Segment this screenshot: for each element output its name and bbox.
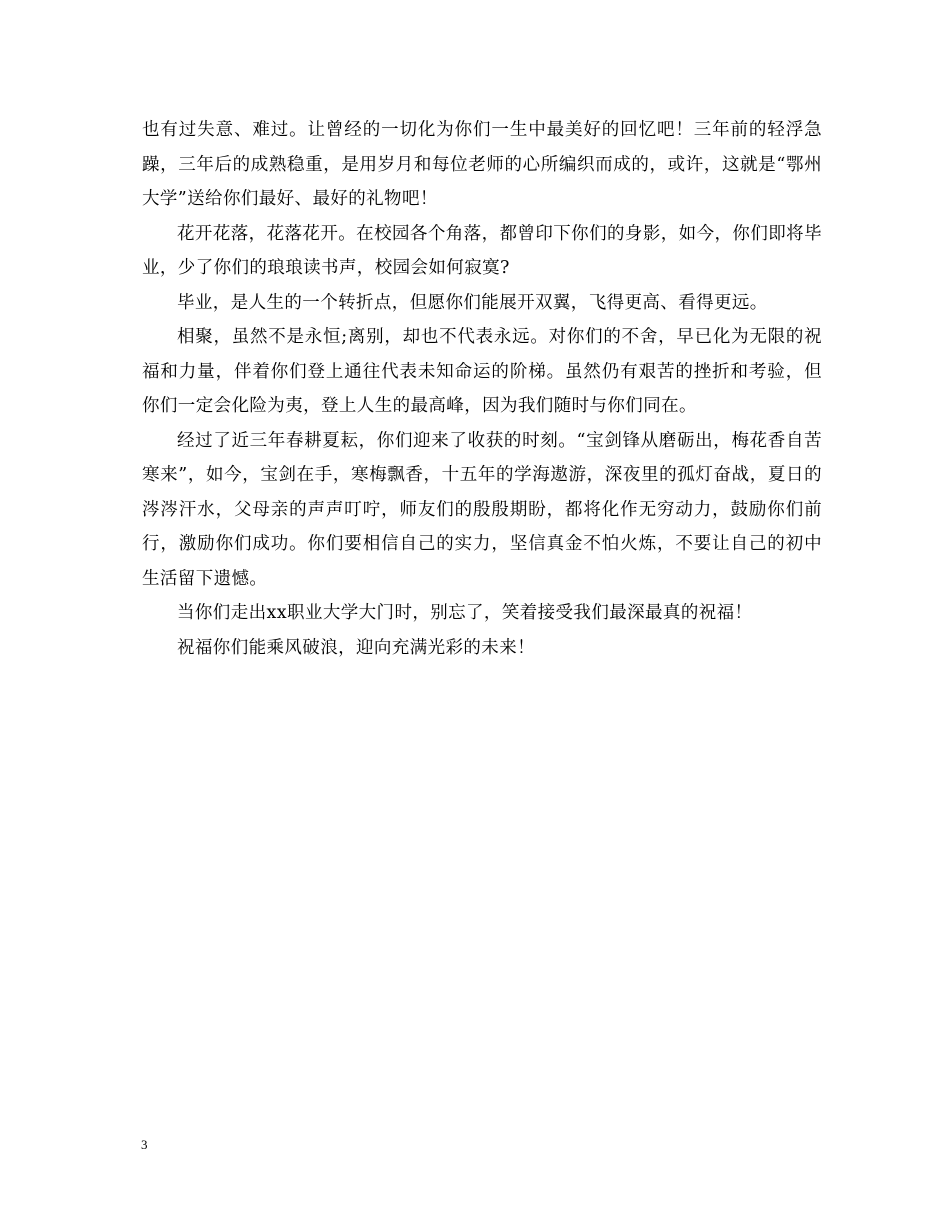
body-text [142, 113, 822, 665]
paragraph-7: 祝福你们能乘风破浪，迎向充满光彩的未来！ [177, 637, 535, 658]
paragraph-5: 经过了近三年春耕夏耘，你们迎来了收获的时刻。“宝剑锋从磨砺出，梅花香自苦寒来”，如今，宝剑在手，寒梅飘香，十五年的学海遨游，深夜里的孤灯奋战，夏日的涔涔汗水，父母亲的声声叮咛，师友们的殷殷期盼，都将化作无穷动力，鼓励你们前行，激励你们成功。你们要相信自己的实力，坚信真金不怕火炼，不要让自己的初中生活留下遗憾。 [142, 430, 822, 589]
page-number: 3 [141, 1137, 148, 1152]
paragraph-2: 花开花落，花落花开。在校园各个角落，都曾印下你们的身影，如今，你们即将毕业，少了你们的琅琅读书声，校园会如何寂寞? [142, 223, 822, 278]
paragraph-4: 相聚，虽然不是永恒;离别，却也不代表永远。对你们的不舍，早已化为无限的祝福和力量，伴着你们登上通往代表未知命运的阶梯。虽然仍有艰苦的挫折和考验，但你们一定会化险为夷，登上人生的最高峰，因为我们随时与你们同在。 [142, 327, 822, 416]
paragraph-3: 毕业，是人生的一个转折点，但愿你们能展开双翼，飞得更高、看得更远。 [177, 292, 768, 313]
paragraph-1: 也有过失意、难过。让曾经的一切化为你们一生中最美好的回忆吧！三年前的轻浮急躁，三年后的成熟稳重，是用岁月和每位老师的心所编织而成的，或许，这就是“鄂州大学”送给你们最好、最好的礼物吧！ [142, 120, 822, 209]
paragraph-6: 当你们走出xx职业大学大门时，别忘了，笑着接受我们最深最真的祝福！ [177, 603, 753, 623]
